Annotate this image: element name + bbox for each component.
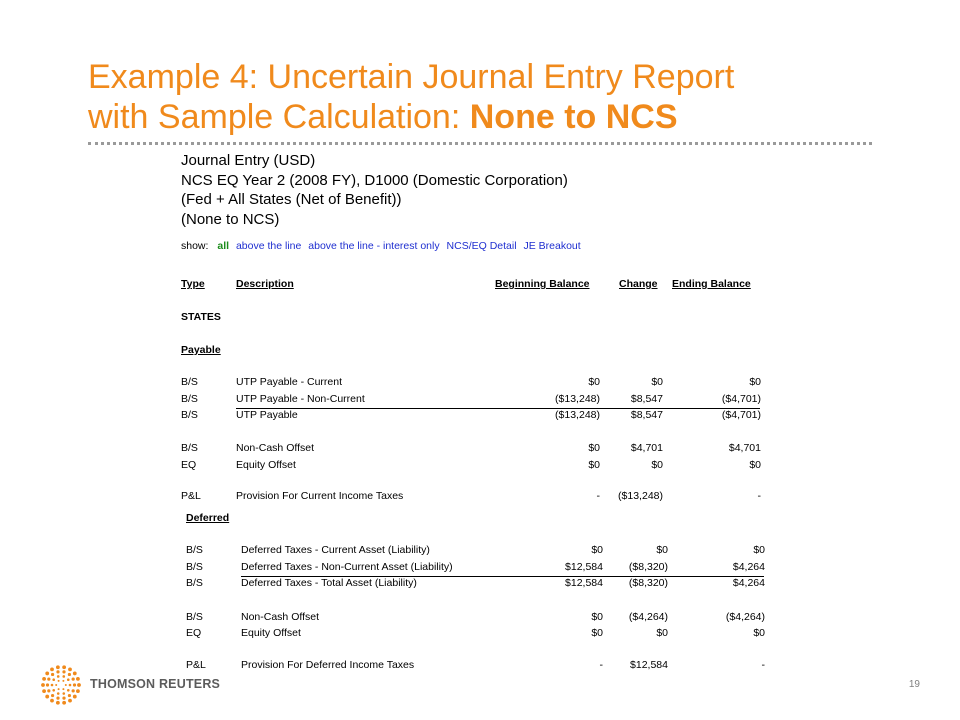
logo-dot <box>73 695 77 699</box>
logo-dot <box>56 697 59 700</box>
logo-dot <box>46 683 49 686</box>
cell-type: P&L <box>181 490 201 502</box>
logo-dot <box>58 688 60 690</box>
cell-description: Deferred Taxes - Current Asset (Liability) <box>241 544 430 556</box>
logo-dot <box>65 684 67 686</box>
show-option-above-the-line[interactable]: above the line <box>235 240 302 252</box>
cell-beginning-balance: $0 <box>588 459 600 471</box>
cell-change: ($8,320) <box>628 577 668 589</box>
logo-dot <box>76 689 80 693</box>
payable-subtotal-rule <box>236 408 760 409</box>
logo-dot <box>62 692 65 695</box>
logo-dot <box>73 672 77 676</box>
cell-description: Deferred Taxes - Total Asset (Liability) <box>241 577 417 589</box>
cell-change: $0 <box>651 459 663 471</box>
cell-ending-balance: $4,264 <box>732 561 765 573</box>
cell-beginning-balance: $0 <box>591 544 603 556</box>
column-header-beginning-balance: Beginning Balance <box>495 278 590 290</box>
logo-dot <box>62 697 65 700</box>
section-states: STATES <box>181 311 221 323</box>
logo-dot <box>73 683 76 686</box>
column-header-ending-balance: Ending Balance <box>672 278 751 290</box>
cell-type: B/S <box>186 577 203 589</box>
cell-description: Non-Cash Offset <box>241 611 320 623</box>
cell-type: B/S <box>181 409 198 421</box>
cell-ending-balance: $0 <box>749 376 761 388</box>
slide-title-line2-regular: with Sample Calculation: <box>88 98 470 136</box>
cell-change: $8,547 <box>630 393 663 405</box>
cell-ending-balance: - <box>761 659 765 671</box>
report-header <box>181 151 741 229</box>
logo-dot <box>69 684 72 687</box>
logo-dot <box>77 683 81 687</box>
logo-dot <box>62 665 66 669</box>
column-header-change: Change <box>619 278 658 290</box>
cell-beginning-balance: ($13,248) <box>555 409 600 421</box>
logo-dot <box>62 701 66 705</box>
show-filter-bar <box>181 240 585 252</box>
logo-dot <box>50 668 54 672</box>
cell-beginning-balance: ($13,248) <box>555 393 600 405</box>
logo-dot <box>72 678 75 681</box>
logo-dot <box>47 678 50 681</box>
logo-dot <box>47 689 50 692</box>
logo-dot <box>51 694 54 697</box>
thomson-reuters-logo-icon <box>40 664 82 706</box>
logo-dot <box>55 684 57 686</box>
show-option-all[interactable]: all <box>217 240 230 252</box>
cell-ending-balance: $0 <box>753 627 765 639</box>
cell-ending-balance: ($4,264) <box>725 611 765 623</box>
cell-change: ($13,248) <box>618 490 663 502</box>
cell-change: ($8,320) <box>628 561 668 573</box>
show-option-above-the-line-interest-only[interactable]: above the line - interest only <box>308 240 440 252</box>
logo-dot <box>41 683 45 687</box>
cell-ending-balance: ($4,701) <box>721 393 761 405</box>
cell-type: EQ <box>181 459 197 471</box>
column-header-description: Description <box>236 278 294 290</box>
logo-dot <box>51 673 54 676</box>
cell-change: $0 <box>656 627 668 639</box>
cell-type: B/S <box>181 442 198 454</box>
cell-ending-balance: ($4,701) <box>721 409 761 421</box>
cell-description: Provision For Current Income Taxes <box>236 490 404 502</box>
show-option-ncs-eq-detail[interactable]: NCS/EQ Detail <box>446 240 517 252</box>
logo-dot <box>56 665 60 669</box>
cell-description: Deferred Taxes - Non-Current Asset (Liability) <box>241 561 453 573</box>
logo-dot <box>50 699 54 703</box>
cell-description: Non-Cash Offset <box>236 442 315 454</box>
slide-title-line2-bold: None to NCS <box>469 98 678 136</box>
title-divider <box>88 142 872 145</box>
cell-type: B/S <box>181 376 198 388</box>
report-header-line: Journal Entry (USD) <box>181 152 316 169</box>
logo-dot <box>62 680 64 682</box>
show-option-je-breakout[interactable]: JE Breakout <box>523 240 581 252</box>
logo-dot <box>62 675 65 678</box>
logo-dot <box>45 695 49 699</box>
logo-dot <box>62 688 64 690</box>
cell-type: P&L <box>186 659 206 671</box>
cell-ending-balance: $0 <box>753 544 765 556</box>
logo-dot <box>62 670 65 673</box>
report-header-line: NCS EQ Year 2 (2008 FY), D1000 (Domestic Corporation) <box>181 171 568 189</box>
cell-type: B/S <box>186 561 203 573</box>
cell-change: $0 <box>656 544 668 556</box>
cell-beginning-balance: - <box>596 490 600 502</box>
logo-dot <box>72 689 75 692</box>
logo-dot <box>68 668 72 672</box>
show-label: show: <box>181 240 209 252</box>
logo-dot <box>67 689 70 692</box>
logo-dot <box>67 678 70 681</box>
cell-description: Equity Offset <box>241 627 301 639</box>
cell-description: Equity Offset <box>236 459 296 471</box>
cell-type: B/S <box>186 544 203 556</box>
cell-description: UTP Payable - Current <box>236 376 343 388</box>
cell-type: B/S <box>181 393 198 405</box>
report-header-line: (None to NCS) <box>181 210 280 228</box>
logo-dot <box>58 680 60 682</box>
logo-dot <box>68 694 71 697</box>
section-deferred: Deferred <box>186 512 230 524</box>
slide-title-line1: Example 4: Uncertain Journal Entry Report <box>88 58 735 96</box>
page-number: 19 <box>908 679 920 690</box>
logo-text: THOMSON REUTERS <box>90 677 221 691</box>
logo-dot <box>76 677 80 681</box>
column-header-type: Type <box>181 278 205 290</box>
section-payable: Payable <box>181 344 221 356</box>
logo-dot <box>42 689 46 693</box>
logo-dot <box>56 670 59 673</box>
cell-change: $0 <box>651 376 663 388</box>
cell-beginning-balance: $0 <box>588 376 600 388</box>
logo-dot <box>52 678 55 681</box>
logo-dot <box>57 675 60 678</box>
cell-ending-balance: $0 <box>749 459 761 471</box>
logo-dot <box>45 672 49 676</box>
cell-ending-balance: $4,701 <box>728 442 761 454</box>
logo-dot <box>68 673 71 676</box>
cell-description: UTP Payable <box>236 409 298 421</box>
cell-change: $4,701 <box>630 442 663 454</box>
logo-dot <box>56 701 60 705</box>
logo-dot <box>42 677 46 681</box>
slide-title <box>88 57 908 137</box>
slide-title-line2 <box>88 97 908 137</box>
cell-beginning-balance: $12,584 <box>565 561 603 573</box>
logo-dot <box>51 684 54 687</box>
cell-beginning-balance: $0 <box>591 627 603 639</box>
cell-beginning-balance: $0 <box>591 611 603 623</box>
cell-description: UTP Payable - Non-Current <box>236 393 365 405</box>
report-header-line: (Fed + All States (Net of Benefit)) <box>181 191 402 208</box>
cell-description: Provision For Deferred Income Taxes <box>241 659 415 671</box>
cell-beginning-balance: - <box>599 659 603 671</box>
logo-dot <box>57 692 60 695</box>
cell-type: B/S <box>186 611 203 623</box>
cell-change: $12,584 <box>630 659 668 671</box>
cell-beginning-balance: $0 <box>588 442 600 454</box>
cell-ending-balance: $4,264 <box>732 577 765 589</box>
cell-change: ($4,264) <box>628 611 668 623</box>
deferred-subtotal-rule <box>241 576 764 577</box>
cell-change: $8,547 <box>630 409 663 421</box>
cell-beginning-balance: $12,584 <box>565 577 603 589</box>
cell-type: EQ <box>186 627 202 639</box>
logo-dot <box>52 689 55 692</box>
logo-dot <box>68 699 72 703</box>
cell-ending-balance: - <box>757 490 761 502</box>
